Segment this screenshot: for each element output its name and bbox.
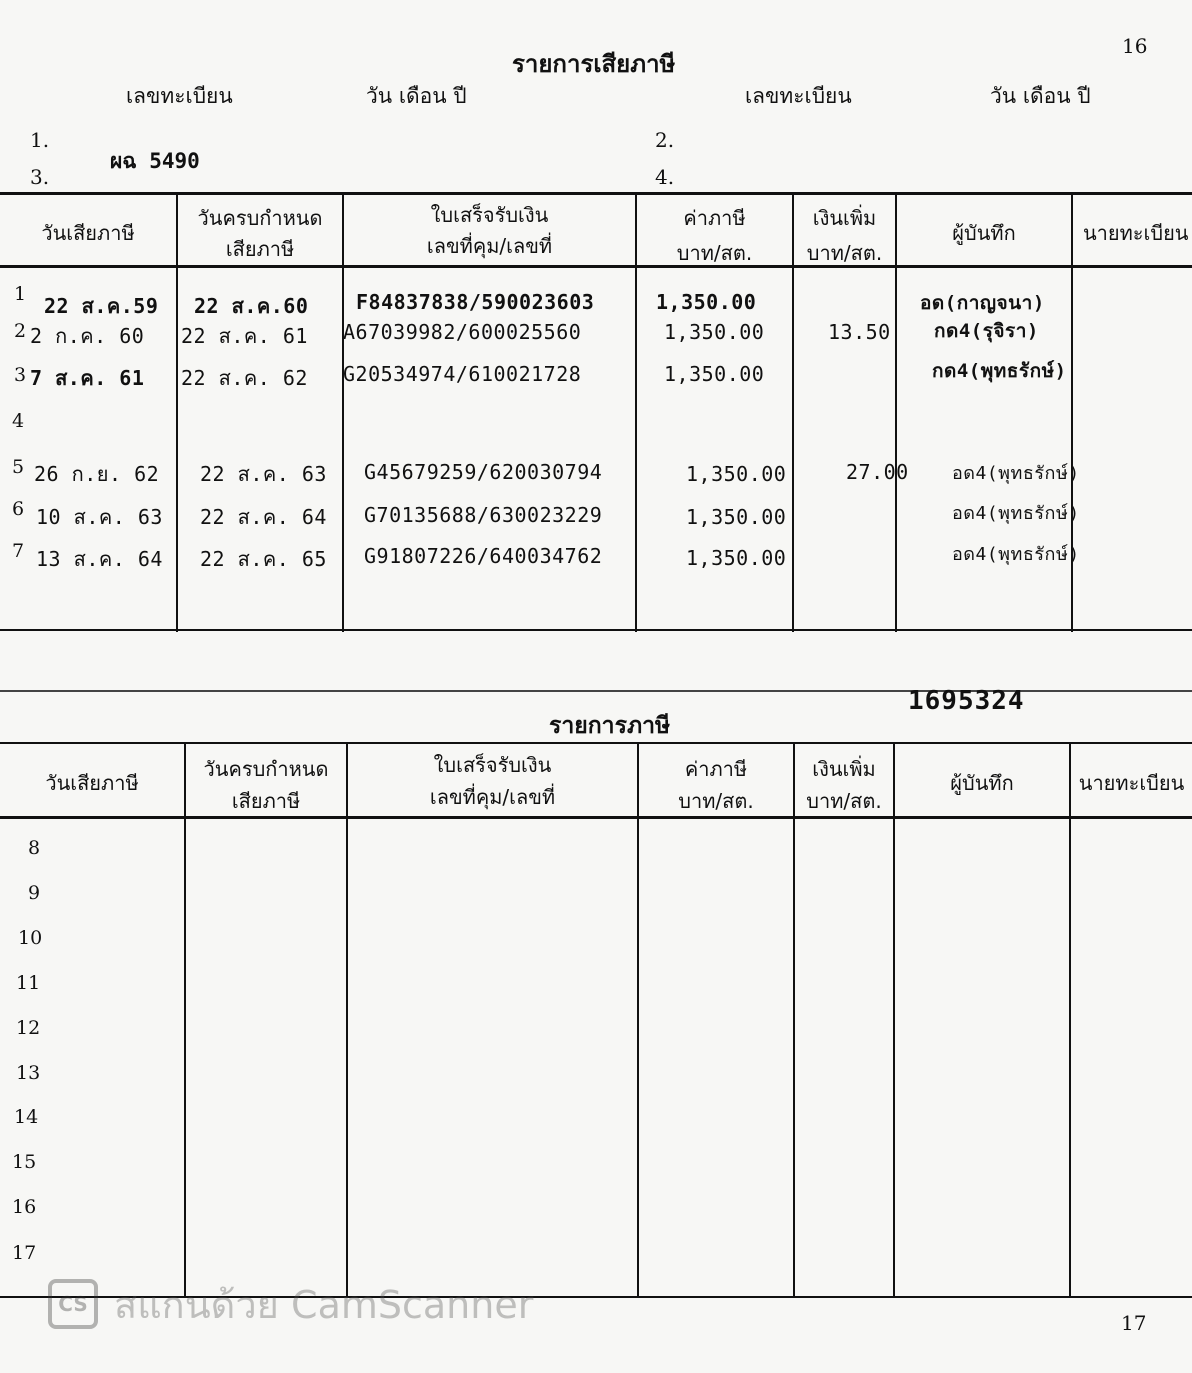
row-number: 2 [14, 320, 27, 342]
due-date-cell: 22 ส.ค. 63 [200, 462, 327, 486]
tax-cell: 1,350.00 [686, 505, 787, 529]
pay-date-cell: 26 ก.ย. 62 [34, 462, 160, 486]
pay-date-cell: 2 ก.ค. 60 [30, 324, 145, 348]
due-date-cell: 22 ส.ค. 65 [200, 547, 327, 571]
header-due-date-1: วันครบกำหนด [197, 206, 323, 230]
watermark-text: สแกนด้วย CamScanner [114, 1282, 534, 1327]
extra-cell: 27.00 [846, 460, 909, 484]
row-number: 13 [16, 1062, 41, 1084]
row-number: 16 [12, 1196, 37, 1218]
plate-number: ผฉ 5490 [110, 149, 200, 173]
header-receipt-1: ใบเสร็จรับเงิน [430, 203, 549, 227]
header-recorder: ผู้บันทึก [952, 221, 1016, 245]
pay-date-cell: 10 ส.ค. 63 [36, 505, 163, 529]
row-number: 5 [12, 456, 25, 478]
camscanner-logo-icon: CS [48, 1279, 98, 1329]
header-pay-date: วันเสียภาษี [41, 221, 135, 245]
row-number: 1 [14, 283, 27, 305]
recorder-cell: กด4(รุจิรา) [934, 320, 1039, 342]
due-date-cell: 22 ส.ค. 62 [181, 366, 308, 390]
tax-cell: 1,350.00 [664, 362, 765, 386]
row-number: 17 [12, 1242, 37, 1264]
header-tax-1: ค่าภาษี [683, 206, 746, 230]
header-due-date-2: เสียภาษี [225, 237, 295, 261]
row-number: 3 [14, 364, 27, 386]
row-number: 8 [28, 837, 41, 859]
entry-number-2: 2. [655, 128, 675, 152]
recorder-cell: กด4(พุทธรักษ์) [932, 360, 1067, 382]
row-number: 11 [16, 972, 41, 994]
entry-number-4: 4. [655, 165, 675, 189]
recorder-cell: อด4(พุทธรักษ์) [952, 463, 1080, 484]
receipt-cell: G20534974/610021728 [343, 362, 582, 386]
due-date-cell: 22 ส.ค. 64 [200, 505, 327, 529]
header-receipt-2: เลขที่คุม/เลขที่ [429, 785, 556, 809]
receipt-cell: G91807226/640034762 [364, 544, 603, 568]
receipt-cell: G45679259/620030794 [364, 460, 603, 484]
header-recorder: ผู้บันทึก [950, 771, 1014, 795]
receipt-cell: A67039982/600025560 [343, 320, 582, 344]
tax-cell: 1,350.00 [656, 290, 757, 314]
header-registrar: นายทะเบียน [1078, 771, 1185, 795]
due-date-cell: 22 ส.ค.60 [194, 294, 309, 318]
camscanner-watermark [48, 1278, 533, 1330]
section-title-bottom: รายการภาษี [549, 713, 671, 739]
receipt-cell: G70135688/630023229 [364, 503, 603, 527]
header-pay-date: วันเสียภาษี [45, 771, 139, 795]
reg-number-label-1: เลขทะเบียน [126, 84, 233, 108]
recorder-cell: อด4(พุทธรักษ์) [952, 544, 1080, 565]
section-title-top: รายการเสียภาษี [512, 50, 676, 78]
header-tax-2: บาท/สต. [676, 241, 753, 265]
pay-date-cell: 22 ส.ค.59 [44, 294, 159, 318]
due-date-cell: 22 ส.ค. 61 [181, 324, 308, 348]
header-receipt-1: ใบเสร็จรับเงิน [433, 753, 552, 777]
entry-number-1: 1. [30, 128, 50, 152]
page-number-bottom: 17 [1121, 1311, 1147, 1335]
entry-number-3: 3. [30, 165, 50, 189]
extra-cell: 13.50 [828, 320, 891, 344]
header-registrar: นายทะเบียน [1083, 221, 1189, 245]
reg-number-label-2: เลขทะเบียน [745, 84, 852, 108]
recorder-cell: อด(กาญจนา) [920, 292, 1045, 314]
header-tax-2: บาท/สต. [678, 789, 754, 813]
date-label-2: วัน เดือน ปี [990, 84, 1091, 108]
row-number: 6 [12, 498, 25, 520]
header-receipt-2: เลขที่คุม/เลขที่ [426, 234, 553, 258]
recorder-cell: อด4(พุทธรักษ์) [952, 503, 1080, 524]
row-number: 9 [28, 882, 41, 904]
row-number: 14 [14, 1106, 39, 1128]
row-number: 4 [12, 410, 25, 432]
row-number: 12 [16, 1017, 41, 1039]
row-number: 7 [12, 540, 25, 562]
pay-date-cell: 7 ส.ค. 61 [30, 366, 145, 390]
header-extra-1: เงินเพิ่ม [812, 206, 877, 230]
header-due-date-1: วันครบกำหนด [203, 757, 329, 781]
header-extra-2: บาท/สต. [806, 241, 883, 265]
row-number: 10 [18, 927, 43, 949]
header-extra-2: บาท/สต. [806, 789, 882, 813]
tax-cell: 1,350.00 [686, 546, 787, 570]
header-tax-1: ค่าภาษี [684, 757, 748, 781]
receipt-cell: F84837838/590023603 [356, 290, 595, 314]
pay-date-cell: 13 ส.ค. 64 [36, 547, 163, 571]
page-number-top: 16 [1122, 34, 1148, 58]
row-number: 15 [12, 1151, 37, 1173]
date-label-1: วัน เดือน ปี [366, 84, 467, 108]
header-due-date-2: เสียภาษี [231, 789, 301, 813]
tax-cell: 1,350.00 [664, 320, 765, 344]
header-extra-1: เงินเพิ่ม [812, 757, 876, 781]
tax-cell: 1,350.00 [686, 462, 787, 486]
stamp-number: 1695324 [908, 686, 1025, 716]
